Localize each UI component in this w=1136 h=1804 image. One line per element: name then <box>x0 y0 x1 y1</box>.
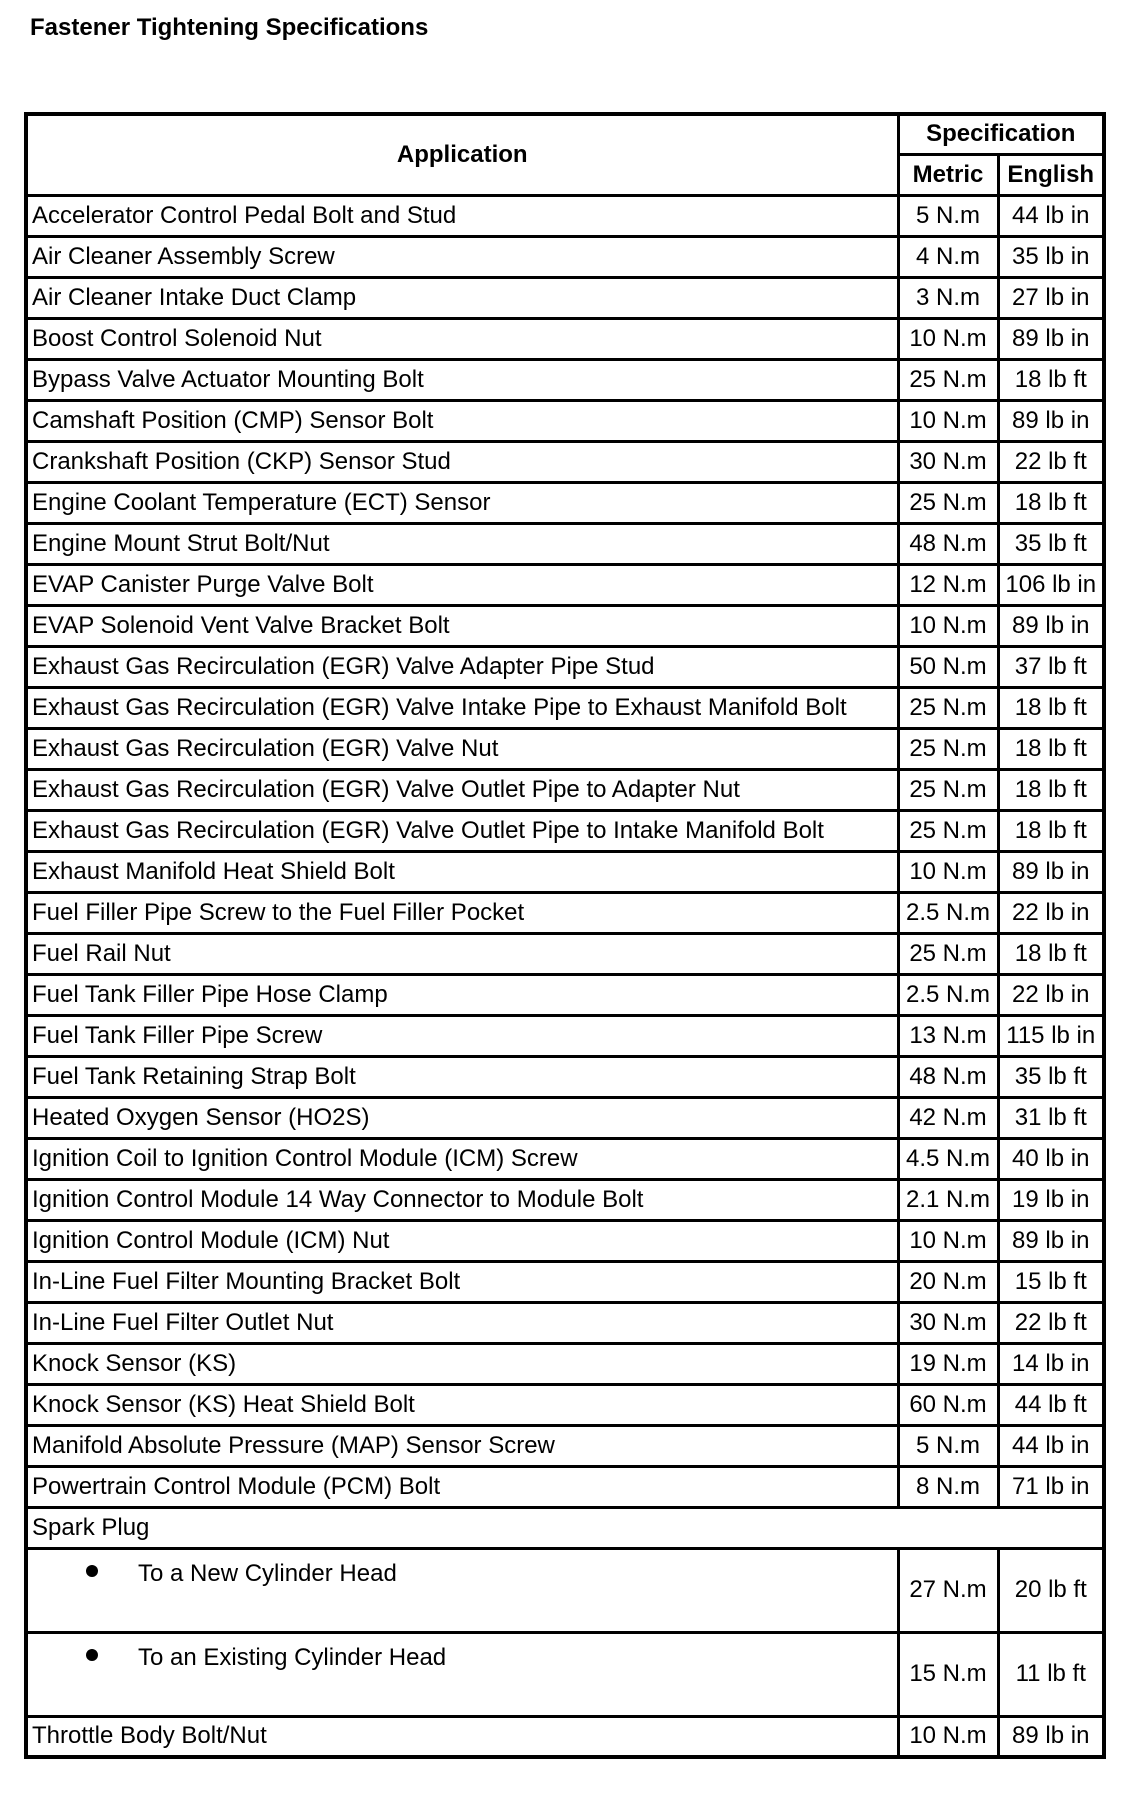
table-row <box>26 1507 1104 1548</box>
english-cell: 20 lb ft <box>998 1548 1104 1632</box>
english-cell: 18 lb ft <box>998 482 1104 523</box>
metric-cell: 25 N.m <box>898 728 998 769</box>
application-cell: Exhaust Manifold Heat Shield Bolt <box>26 851 898 892</box>
table-row <box>26 1302 1104 1343</box>
bullet-icon <box>86 1649 98 1661</box>
application-cell: Fuel Rail Nut <box>26 933 898 974</box>
table-row <box>26 1466 1104 1507</box>
english-cell: 22 lb in <box>998 892 1104 933</box>
metric-cell: 12 N.m <box>898 564 998 605</box>
application-cell: Manifold Absolute Pressure (MAP) Sensor Screw <box>26 1425 898 1466</box>
application-cell: Crankshaft Position (CKP) Sensor Stud <box>26 441 898 482</box>
metric-cell: 5 N.m <box>898 1425 998 1466</box>
metric-cell: 4.5 N.m <box>898 1138 998 1179</box>
table-row <box>26 1425 1104 1466</box>
application-cell: Exhaust Gas Recirculation (EGR) Valve Nut <box>26 728 898 769</box>
metric-cell: 42 N.m <box>898 1097 998 1138</box>
application-cell: In-Line Fuel Filter Outlet Nut <box>26 1302 898 1343</box>
english-cell: 18 lb ft <box>998 769 1104 810</box>
application-cell: Exhaust Gas Recirculation (EGR) Valve Adapter Pipe Stud <box>26 646 898 687</box>
page-title: Fastener Tightening Specifications <box>30 14 429 41</box>
table-row <box>26 1179 1104 1220</box>
metric-cell: 25 N.m <box>898 769 998 810</box>
english-cell: 22 lb in <box>998 974 1104 1015</box>
application-cell: Powertrain Control Module (PCM) Bolt <box>26 1466 898 1507</box>
application-cell: Exhaust Gas Recirculation (EGR) Valve Outlet Pipe to Adapter Nut <box>26 769 898 810</box>
metric-cell: 3 N.m <box>898 277 998 318</box>
english-cell: 18 lb ft <box>998 687 1104 728</box>
metric-cell: 10 N.m <box>898 605 998 646</box>
table-row <box>26 687 1104 728</box>
english-cell: 35 lb ft <box>998 1056 1104 1097</box>
english-cell: 22 lb ft <box>998 441 1104 482</box>
table-row <box>26 1220 1104 1261</box>
application-cell: Exhaust Gas Recirculation (EGR) Valve Outlet Pipe to Intake Manifold Bolt <box>26 810 898 851</box>
table-row <box>26 1343 1104 1384</box>
table-row <box>26 1261 1104 1302</box>
english-cell: 89 lb in <box>998 605 1104 646</box>
fastener-spec-table <box>24 112 1106 1759</box>
application-cell: Fuel Tank Filler Pipe Hose Clamp <box>26 974 898 1015</box>
english-cell: 89 lb in <box>998 851 1104 892</box>
application-cell: Fuel Tank Retaining Strap Bolt <box>26 1056 898 1097</box>
application-cell: Bypass Valve Actuator Mounting Bolt <box>26 359 898 400</box>
english-cell: 44 lb ft <box>998 1384 1104 1425</box>
spark-plug-item <box>26 1548 898 1632</box>
metric-cell: 25 N.m <box>898 687 998 728</box>
english-cell: 22 lb ft <box>998 1302 1104 1343</box>
table-row <box>26 974 1104 1015</box>
table-row <box>26 933 1104 974</box>
application-cell: Ignition Control Module (ICM) Nut <box>26 1220 898 1261</box>
table-row <box>26 646 1104 687</box>
english-cell: 35 lb in <box>998 236 1104 277</box>
table-row <box>26 1097 1104 1138</box>
spark-plug-item <box>26 1632 898 1716</box>
english-cell: 89 lb in <box>998 318 1104 359</box>
table-row <box>26 1384 1104 1425</box>
application-cell: To a New Cylinder Head <box>138 1559 397 1587</box>
application-cell: Heated Oxygen Sensor (HO2S) <box>26 1097 898 1138</box>
english-cell: 71 lb in <box>998 1466 1104 1507</box>
english-cell: 19 lb in <box>998 1179 1104 1220</box>
application-cell: Boost Control Solenoid Nut <box>26 318 898 359</box>
metric-cell: 30 N.m <box>898 1302 998 1343</box>
metric-cell: 10 N.m <box>898 318 998 359</box>
metric-cell: 15 N.m <box>898 1632 998 1716</box>
table-row <box>26 482 1104 523</box>
metric-cell: 30 N.m <box>898 441 998 482</box>
table-row <box>26 769 1104 810</box>
english-cell: 18 lb ft <box>998 933 1104 974</box>
metric-header: Metric <box>898 154 998 195</box>
application-cell: EVAP Solenoid Vent Valve Bracket Bolt <box>26 605 898 646</box>
application-cell: Air Cleaner Assembly Screw <box>26 236 898 277</box>
application-cell: To an Existing Cylinder Head <box>138 1643 447 1671</box>
metric-cell: 48 N.m <box>898 523 998 564</box>
english-cell: 18 lb ft <box>998 728 1104 769</box>
application-cell: In-Line Fuel Filter Mounting Bracket Bolt <box>26 1261 898 1302</box>
english-cell: 89 lb in <box>998 400 1104 441</box>
metric-cell: 48 N.m <box>898 1056 998 1097</box>
table-row <box>26 400 1104 441</box>
metric-cell: 10 N.m <box>898 400 998 441</box>
application-cell: Knock Sensor (KS) Heat Shield Bolt <box>26 1384 898 1425</box>
metric-cell: 5 N.m <box>898 195 998 236</box>
english-header: English <box>998 154 1104 195</box>
application-cell: Accelerator Control Pedal Bolt and Stud <box>26 195 898 236</box>
english-cell: 11 lb ft <box>998 1632 1104 1716</box>
metric-cell: 25 N.m <box>898 810 998 851</box>
application-cell: EVAP Canister Purge Valve Bolt <box>26 564 898 605</box>
table-row <box>26 441 1104 482</box>
application-cell: Camshaft Position (CMP) Sensor Bolt <box>26 400 898 441</box>
table-row <box>26 1015 1104 1056</box>
metric-cell: 25 N.m <box>898 933 998 974</box>
application-cell: Engine Mount Strut Bolt/Nut <box>26 523 898 564</box>
metric-cell: 19 N.m <box>898 1343 998 1384</box>
english-cell: 18 lb ft <box>998 359 1104 400</box>
table-body <box>26 195 1104 1507</box>
english-cell: 106 lb in <box>998 564 1104 605</box>
table-row <box>26 892 1104 933</box>
application-cell: Engine Coolant Temperature (ECT) Sensor <box>26 482 898 523</box>
table-row <box>26 523 1104 564</box>
metric-cell: 4 N.m <box>898 236 998 277</box>
spark-plug-section <box>26 1507 1104 1757</box>
english-cell: 37 lb ft <box>998 646 1104 687</box>
application-header: Application <box>26 114 898 195</box>
english-cell: 44 lb in <box>998 195 1104 236</box>
table-row <box>26 1548 1104 1632</box>
metric-cell: 27 N.m <box>898 1548 998 1632</box>
application-cell: Knock Sensor (KS) <box>26 1343 898 1384</box>
table-row <box>26 1632 1104 1716</box>
english-cell: 18 lb ft <box>998 810 1104 851</box>
table-row <box>26 728 1104 769</box>
table-header <box>26 114 1104 195</box>
application-cell: Fuel Tank Filler Pipe Screw <box>26 1015 898 1056</box>
english-cell: 115 lb in <box>998 1015 1104 1056</box>
english-cell: 15 lb ft <box>998 1261 1104 1302</box>
bullet-icon <box>86 1565 98 1577</box>
table-row <box>26 1716 1104 1757</box>
english-cell: 89 lb in <box>998 1716 1104 1757</box>
metric-cell: 10 N.m <box>898 851 998 892</box>
application-cell: Exhaust Gas Recirculation (EGR) Valve Intake Pipe to Exhaust Manifold Bolt <box>26 687 898 728</box>
table-row <box>26 810 1104 851</box>
metric-cell: 20 N.m <box>898 1261 998 1302</box>
english-cell: 35 lb ft <box>998 523 1104 564</box>
metric-cell: 2.1 N.m <box>898 1179 998 1220</box>
table-row <box>26 605 1104 646</box>
metric-cell: 50 N.m <box>898 646 998 687</box>
table-row <box>26 564 1104 605</box>
table-row <box>26 318 1104 359</box>
application-cell: Throttle Body Bolt/Nut <box>26 1716 898 1757</box>
metric-cell: 13 N.m <box>898 1015 998 1056</box>
english-cell: 14 lb in <box>998 1343 1104 1384</box>
english-cell: 89 lb in <box>998 1220 1104 1261</box>
application-cell: Fuel Filler Pipe Screw to the Fuel Filler Pocket <box>26 892 898 933</box>
metric-cell: 2.5 N.m <box>898 974 998 1015</box>
table-row <box>26 1138 1104 1179</box>
english-cell: 44 lb in <box>998 1425 1104 1466</box>
metric-cell: 10 N.m <box>898 1220 998 1261</box>
table-row <box>26 277 1104 318</box>
metric-cell: 10 N.m <box>898 1716 998 1757</box>
table-row <box>26 851 1104 892</box>
metric-cell: 60 N.m <box>898 1384 998 1425</box>
english-cell: 31 lb ft <box>998 1097 1104 1138</box>
english-cell: 27 lb in <box>998 277 1104 318</box>
table-row <box>26 195 1104 236</box>
metric-cell: 2.5 N.m <box>898 892 998 933</box>
table-row <box>26 1056 1104 1097</box>
metric-cell: 25 N.m <box>898 482 998 523</box>
metric-cell: 25 N.m <box>898 359 998 400</box>
metric-cell: 8 N.m <box>898 1466 998 1507</box>
english-cell: 40 lb in <box>998 1138 1104 1179</box>
application-cell: Air Cleaner Intake Duct Clamp <box>26 277 898 318</box>
spark-plug-label: Spark Plug <box>26 1507 1104 1548</box>
table-row <box>26 236 1104 277</box>
specification-header: Specification <box>898 114 1104 154</box>
application-cell: Ignition Control Module 14 Way Connector to Module Bolt <box>26 1179 898 1220</box>
application-cell: Ignition Coil to Ignition Control Module (ICM) Screw <box>26 1138 898 1179</box>
table-row <box>26 359 1104 400</box>
